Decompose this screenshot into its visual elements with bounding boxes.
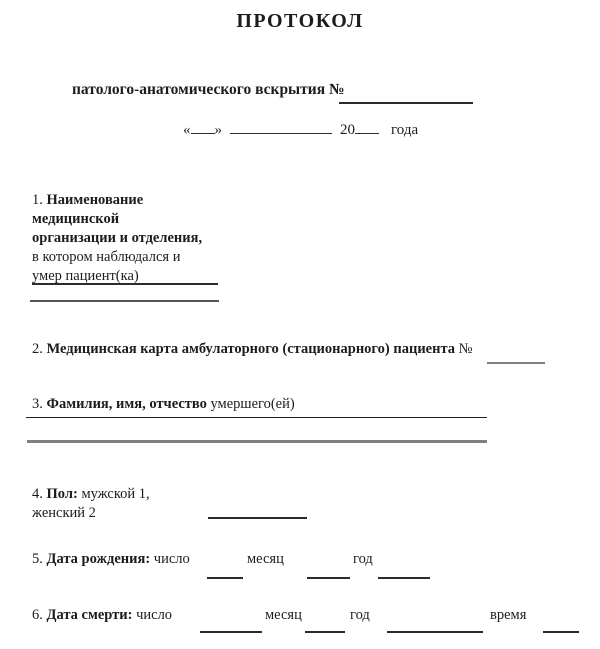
section-3-number: 3.: [32, 396, 43, 412]
section-2-label: Медицинская карта амбулаторного (стационарного) пациента: [46, 341, 456, 357]
section-1-text-1: в котором наблюдался и: [32, 249, 181, 265]
year-suffix: года: [391, 122, 419, 138]
document-title: ПРОТОКОЛ: [236, 10, 364, 32]
section-1-line: [32, 191, 262, 210]
death-time-label: время: [490, 607, 527, 623]
birth-month-label: месяц: [247, 551, 284, 567]
section-1-line: [32, 229, 262, 248]
section-2-medical-card: [32, 341, 502, 358]
section-3-label: Фамилия, имя, отчество: [46, 396, 207, 412]
year-prefix: 20: [340, 122, 355, 138]
section-6-death-date: [32, 607, 172, 624]
birth-month-blank: [307, 561, 350, 579]
death-month-label: месяц: [265, 607, 302, 623]
death-day-blank: [200, 616, 262, 633]
subtitle-text: патолого-анатомического вскрытия №: [72, 81, 345, 98]
section-5-number: 5.: [32, 551, 43, 567]
death-month-blank: [305, 616, 345, 633]
date-year-blank: [355, 118, 379, 134]
death-day-label: число: [136, 607, 173, 623]
death-year-blank: [387, 616, 483, 633]
sex-option-female: женский 2: [32, 505, 96, 521]
section-5-label: Дата рождения:: [46, 551, 151, 567]
date-day-blank: [191, 118, 215, 134]
sex-blank: [208, 501, 307, 519]
death-time-blank: [543, 616, 579, 633]
section-1-text-2: умер пациент(ка): [32, 268, 139, 284]
section-4-label: Пол:: [46, 486, 78, 502]
numero-sign: №: [458, 341, 473, 357]
org-name-blank-1: [32, 283, 218, 285]
section-2-number: 2.: [32, 341, 43, 357]
section-1-line: [32, 210, 262, 229]
section-1-label-2: медицинской: [32, 211, 120, 227]
section-6-label: Дата смерти:: [46, 607, 133, 623]
section-1-line: [32, 248, 262, 267]
open-quote: «: [183, 122, 191, 138]
sex-option-male: мужской 1,: [81, 486, 150, 502]
close-quote: »: [214, 122, 222, 138]
birth-year-label: год: [353, 551, 373, 567]
date-line: [183, 118, 418, 139]
protocol-number-blank: [339, 86, 473, 104]
birth-year-blank: [378, 561, 430, 579]
section-5-birth-date: [32, 551, 190, 568]
fullname-blank-1: [26, 401, 487, 418]
subtitle-line: [72, 81, 345, 99]
birth-day-label: число: [153, 551, 190, 567]
section-1-medical-organization: [32, 191, 262, 286]
date-month-blank: [230, 118, 332, 134]
section-1-label: Наименование: [46, 192, 144, 208]
section-3-suffix: умершего(ей): [210, 396, 295, 412]
section-6-number: 6.: [32, 607, 43, 623]
fullname-blank-2: [27, 440, 487, 443]
death-year-label: год: [350, 607, 370, 623]
org-name-blank-2: [30, 300, 219, 302]
card-number-blank: [487, 346, 545, 364]
section-4-number: 4.: [32, 486, 43, 502]
section-1-number: 1.: [32, 192, 43, 208]
section-1-label-3: организации и отделения,: [32, 230, 203, 246]
birth-day-blank: [207, 561, 243, 579]
